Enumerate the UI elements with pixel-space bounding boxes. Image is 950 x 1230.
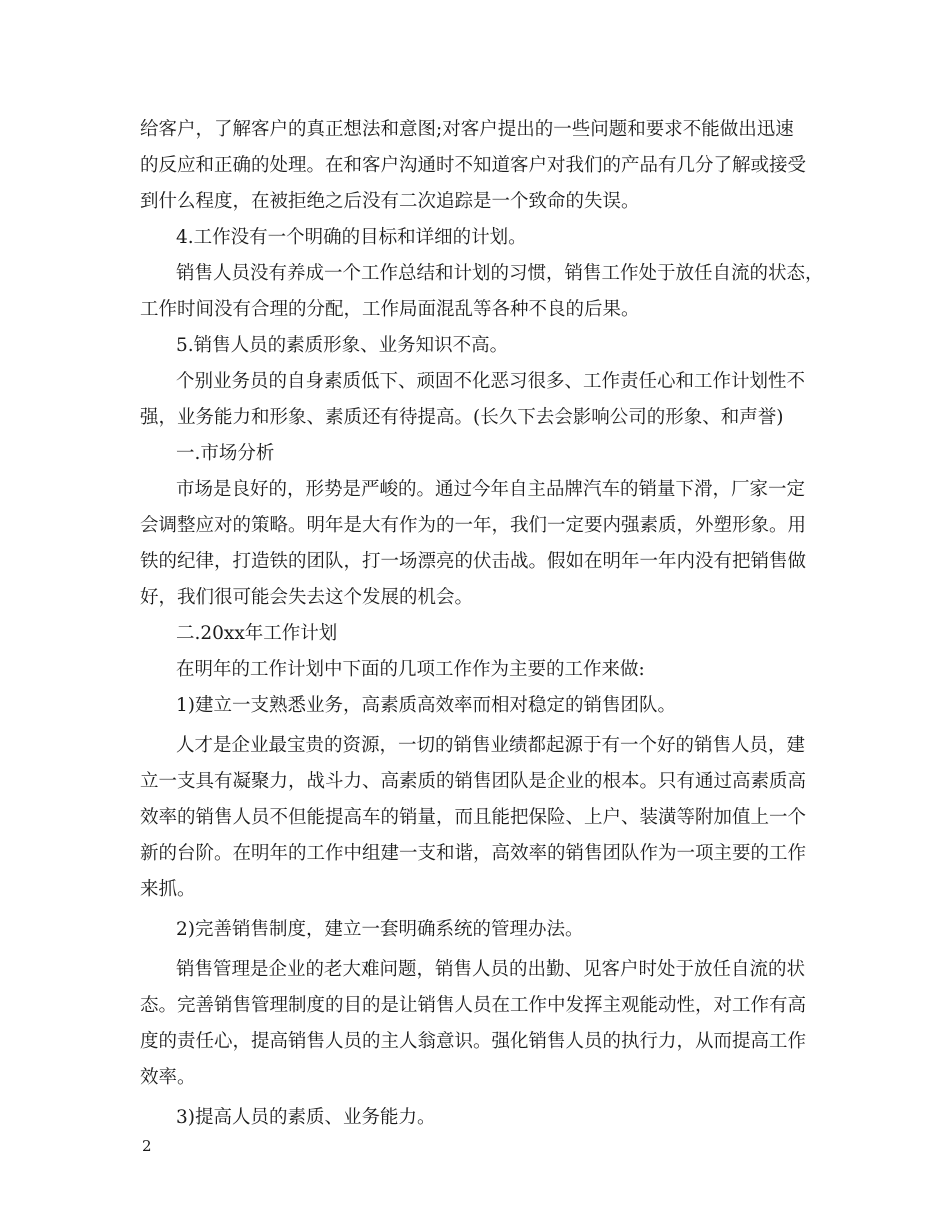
section-heading: 5.销售人员的素质形象、业务知识不高。 [176, 335, 509, 356]
section-heading: 二.20xx年工作计划 [176, 623, 338, 644]
section-heading: 一.市场分析 [176, 443, 275, 464]
text-line: 铁的纪律，打造铁的团队，打一场漂亮的伏击战。假如在明年一年内没有把销售做 [140, 551, 807, 572]
text-line: 度的责任心，提高销售人员的主人翁意识。强化销售人员的执行力，从而提高工作 [140, 1031, 807, 1052]
text-line: 到什么程度，在被拒绝之后没有二次追踪是一个致命的失误。 [140, 191, 640, 212]
text-line: 效率。 [140, 1067, 196, 1088]
text-line: 工作时间没有合理的分配，工作局面混乱等各种不良的后果。 [140, 299, 640, 320]
text-line: 给客户，了解客户的真正想法和意图;对客户提出的一些问题和要求不能做出迅速 [140, 119, 794, 140]
subsection-heading: 1)建立一支熟悉业务，高素质高效率而相对稳定的销售团队。 [176, 695, 676, 716]
text-line: 市场是良好的，形势是严峻的。通过今年自主品牌汽车的销量下滑，厂家一定 [176, 479, 806, 500]
text-line: 好，我们很可能会失去这个发展的机会。 [140, 587, 474, 608]
text-line: 销售人员没有养成一个工作总结和计划的习惯，销售工作处于放任自流的状态， [176, 263, 824, 284]
text-line: 人才是企业最宝贵的资源，一切的销售业绩都起源于有一个好的销售人员，建 [176, 735, 806, 756]
text-line: 新的台阶。在明年的工作中组建一支和谐，高效率的销售团队作为一项主要的工作 [140, 843, 807, 864]
subsection-heading: 3)提高人员的素质、业务能力。 [176, 1107, 436, 1128]
text-line: 立一支具有凝聚力，战斗力、高素质的销售团队是企业的根本。只有通过高素质高 [140, 771, 807, 792]
text-line: 强，业务能力和形象、素质还有待提高。(长久下去会影响公司的形象、和声誉) [140, 407, 784, 428]
text-line: 销售管理是企业的老大难问题，销售人员的出勤、见客户时处于放任自流的状 [176, 959, 806, 980]
text-line: 的反应和正确的处理。在和客户沟通时不知道客户对我们的产品有几分了解或接受 [140, 155, 807, 176]
text-line: 个别业务员的自身素质低下、顽固不化恶习很多、工作责任心和工作计划性不 [176, 371, 806, 392]
text-line: 在明年的工作计划中下面的几项工作作为主要的工作来做: [176, 659, 645, 680]
text-line: 效率的销售人员不但能提高车的销量，而且能把保险、上户、装潢等附加值上一个 [140, 807, 807, 828]
subsection-heading: 2)完善销售制度，建立一套明确系统的管理办法。 [176, 919, 584, 940]
document-body [140, 112, 824, 1136]
text-line: 会调整应对的策略。明年是大有作为的一年，我们一定要内强素质，外塑形象。用 [140, 515, 807, 536]
text-line: 来抓。 [140, 879, 196, 900]
section-heading: 4.工作没有一个明确的目标和详细的计划。 [176, 227, 527, 248]
page-number: 2 [142, 1137, 152, 1155]
text-line: 态。完善销售管理制度的目的是让销售人员在工作中发挥主观能动性，对工作有高 [140, 995, 807, 1016]
